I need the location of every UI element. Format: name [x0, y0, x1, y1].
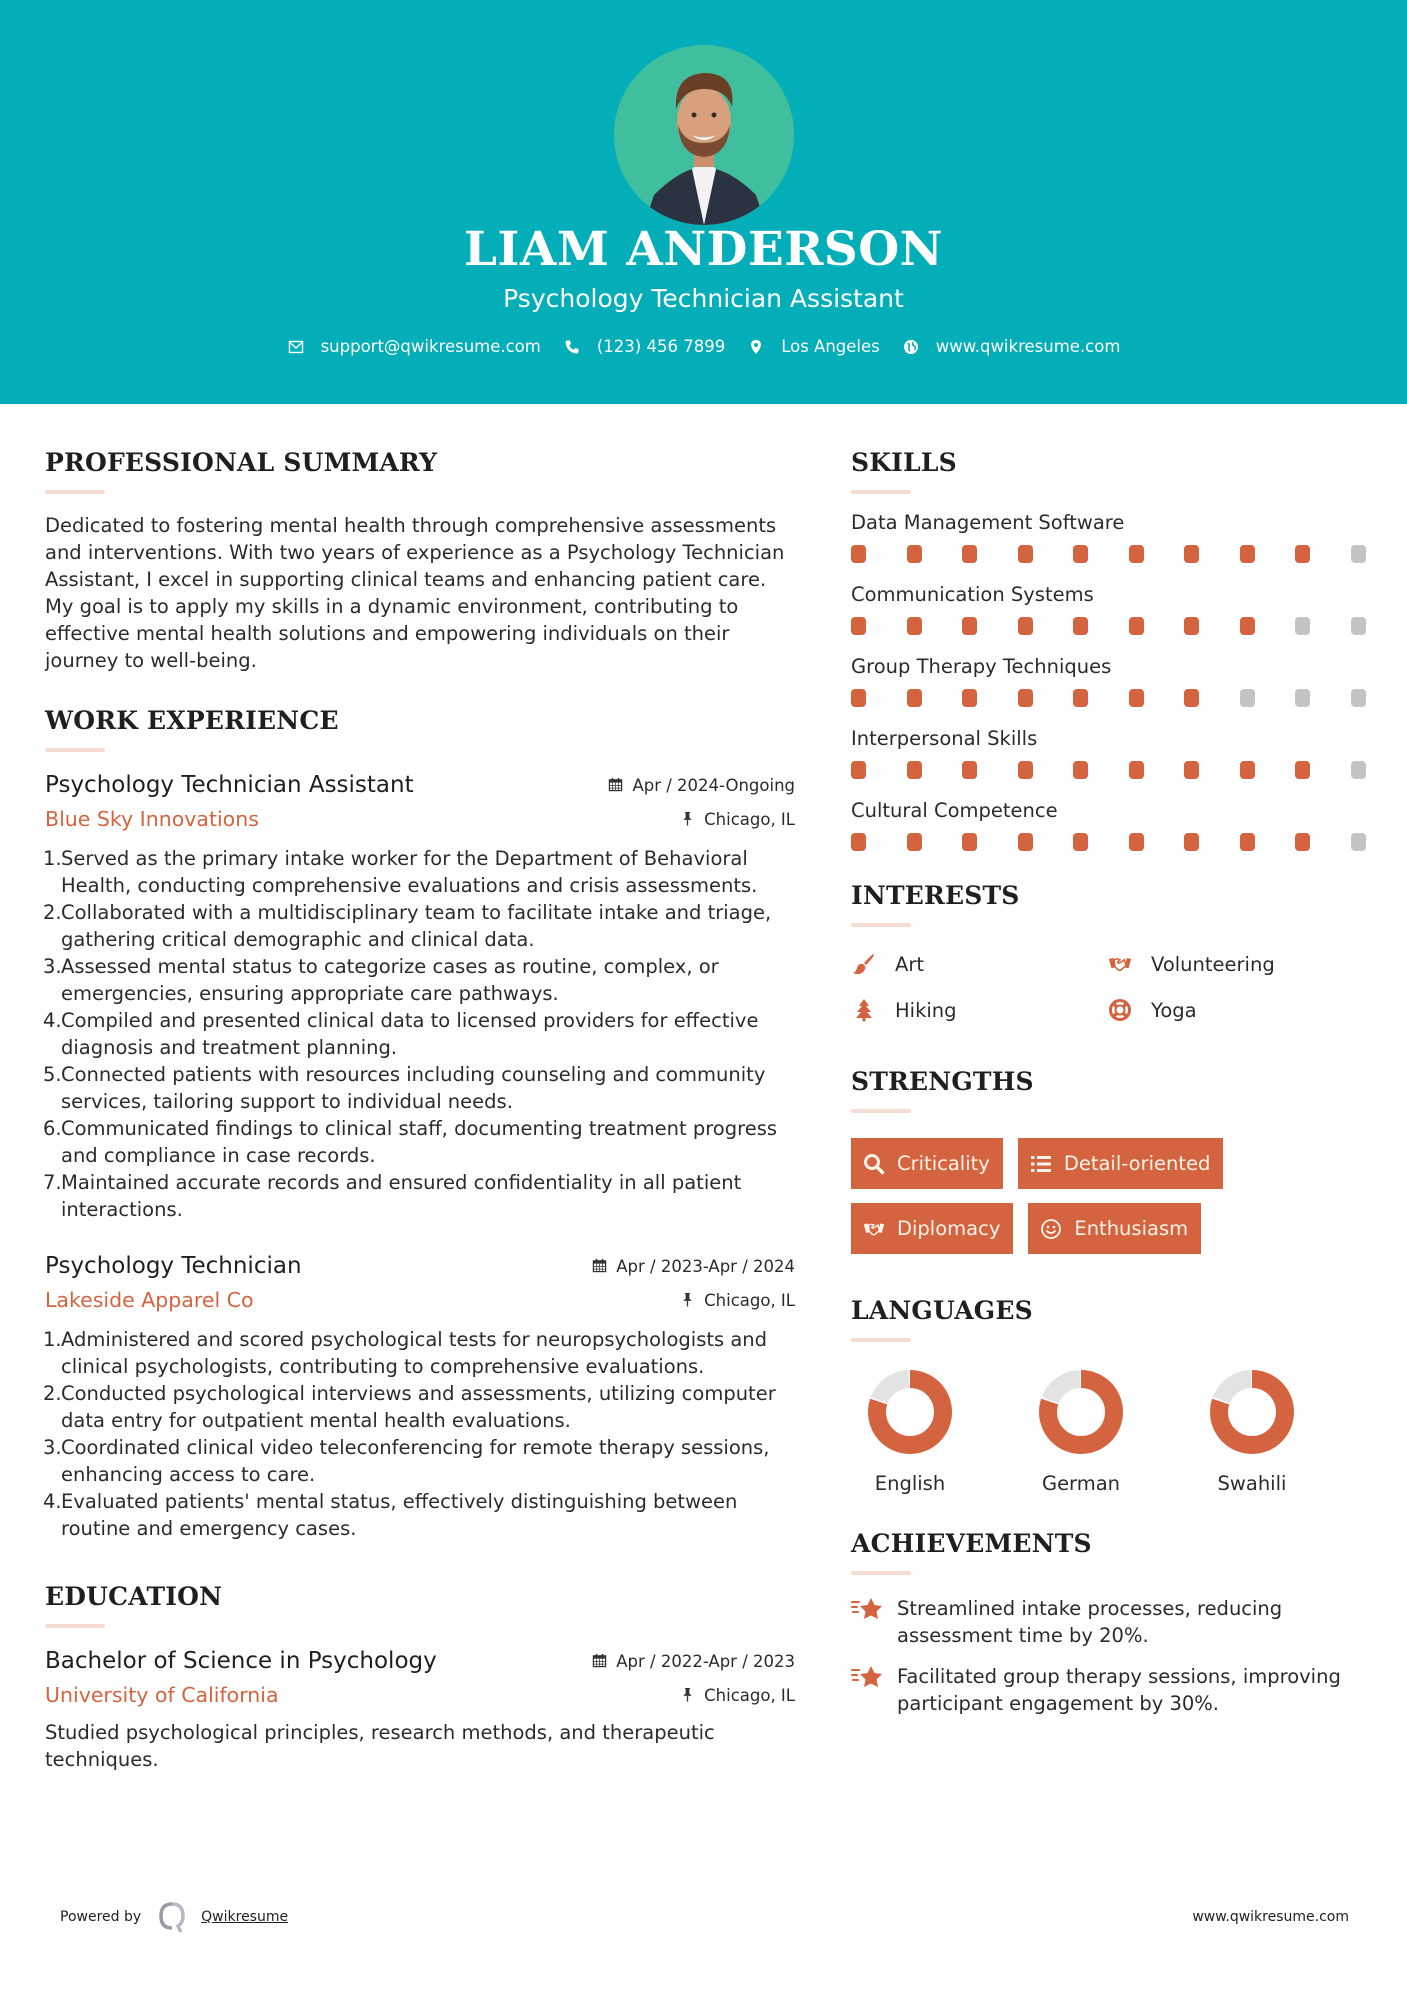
- job-location-text: Chicago, IL: [704, 809, 795, 829]
- rating-dot-filled: [851, 617, 866, 635]
- interest-item: [851, 993, 1107, 1027]
- skill-rating: [851, 689, 1371, 707]
- rating-dot-empty: [1351, 833, 1366, 851]
- shooting-star-icon: [851, 1595, 885, 1625]
- job-dates: [592, 1257, 795, 1276]
- rating-dot-filled: [1240, 761, 1255, 779]
- section-heading: EDUCATION: [45, 1582, 223, 1611]
- education-dates-text: Apr / 2022-Apr / 2023: [616, 1651, 795, 1671]
- language-item: [1193, 1370, 1364, 1495]
- calendar-icon: [592, 1258, 608, 1274]
- calendar-icon: [608, 777, 624, 793]
- rating-dot-filled: [1184, 833, 1199, 851]
- summary-section: [45, 448, 795, 674]
- interest-item: [1107, 993, 1357, 1027]
- achievements-list: [851, 1595, 1371, 1717]
- contact-location: [747, 337, 880, 356]
- life-ring-icon: [1107, 997, 1133, 1023]
- interest-item: [851, 947, 1107, 981]
- school-name: University of California: [45, 1683, 279, 1707]
- pushpin-icon: [680, 1687, 696, 1703]
- skill-rating: [851, 833, 1371, 851]
- experience-section: [45, 706, 795, 1542]
- rating-dot-filled: [962, 617, 977, 635]
- skill-rating: [851, 545, 1371, 563]
- strength-badge: [1028, 1203, 1201, 1254]
- pushpin-icon: [680, 811, 696, 827]
- contact-email[interactable]: [287, 337, 541, 356]
- contact-email-text: support@qwikresume.com: [320, 337, 541, 356]
- heading-underline: [851, 923, 911, 927]
- section-heading: PROFESSIONAL SUMMARY: [45, 448, 438, 477]
- bullet-item: 4. Evaluated patients' mental status, effectively distinguishing between routine and emergency cases.: [43, 1490, 738, 1540]
- education-location-text: Chicago, IL: [704, 1685, 795, 1705]
- rating-dot-filled: [851, 761, 866, 779]
- paintbrush-icon: [851, 951, 877, 977]
- achievement-item: [851, 1595, 1371, 1649]
- rating-dot-filled: [907, 545, 922, 563]
- job-dates-text: Apr / 2024-Ongoing: [632, 775, 795, 795]
- rating-dot-filled: [1295, 761, 1310, 779]
- rating-dot-filled: [1129, 833, 1144, 851]
- job-location-text: Chicago, IL: [704, 1290, 795, 1310]
- rating-dot-filled: [851, 689, 866, 707]
- contact-phone[interactable]: [563, 337, 725, 356]
- skills-section: [851, 448, 1371, 851]
- bullet-item: 2. Conducted psychological interviews and assessments, utilizing computer data entry for outpatient mental health evaluations.: [43, 1382, 776, 1432]
- languages-list: [851, 1370, 1371, 1495]
- strength-label: Criticality: [897, 1152, 990, 1175]
- contact-bar: [0, 337, 1407, 356]
- skill-name: Group Therapy Techniques: [851, 655, 1112, 678]
- achievement-text: Facilitated group therapy sessions, improving participant engagement by 30%.: [897, 1665, 1341, 1715]
- language-item: [1022, 1370, 1193, 1495]
- rating-dot-filled: [907, 833, 922, 851]
- skill-name: Data Management Software: [851, 511, 1125, 534]
- qwikresume-link[interactable]: Qwikresume: [201, 1909, 289, 1925]
- rating-dot-filled: [907, 689, 922, 707]
- achievements-section: [851, 1529, 1371, 1717]
- rating-dot-filled: [1184, 617, 1199, 635]
- rating-dot-empty: [1295, 689, 1310, 707]
- rating-dot-filled: [962, 689, 977, 707]
- bullet-item: 1. Administered and scored psychological tests for neuropsychologists and clinical psychologists, contributing to comprehensive evaluations.: [43, 1328, 768, 1378]
- rating-dot-filled: [1018, 761, 1033, 779]
- rating-dot-filled: [851, 545, 866, 563]
- job-bullets: [45, 1326, 795, 1542]
- avatar: [614, 45, 794, 225]
- summary-text: Dedicated to fostering mental health through comprehensive assessments and interventions. With two years of experience as a Psychology Technician Assistant, I excel in supporting clinical teams and enhancing patient care. My goal is to apply my skills in a dynamic environment, contributing to effective mental health solutions and empowering individuals on their journey to well-being.: [45, 514, 785, 672]
- language-donut-chart: [1039, 1370, 1123, 1454]
- bullet-item: 5. Connected patients with resources including counseling and community services, tailoring support to individual needs.: [43, 1063, 766, 1113]
- education-section: [45, 1582, 795, 1773]
- skill-item: [851, 583, 1371, 635]
- rating-dot-filled: [1129, 761, 1144, 779]
- powered-by: [60, 1897, 288, 1937]
- rating-dot-filled: [1240, 545, 1255, 563]
- pushpin-icon: [680, 1292, 696, 1308]
- calendar-icon: [592, 1653, 608, 1669]
- rating-dot-filled: [851, 833, 866, 851]
- interests-section: [851, 881, 1371, 1027]
- handshake-icon: [863, 1218, 885, 1240]
- strength-badge: [1018, 1138, 1224, 1189]
- footer-url[interactable]: www.qwikresume.com: [1192, 1909, 1349, 1925]
- degree-title: Bachelor of Science in Psychology: [45, 1648, 437, 1674]
- interest-label: Volunteering: [1151, 952, 1275, 976]
- rating-dot-filled: [1129, 545, 1144, 563]
- list-icon: [1030, 1153, 1052, 1175]
- rating-dot-filled: [1018, 689, 1033, 707]
- bullet-item: 3. Assessed mental status to categorize cases as routine, complex, or emergencies, ensuring appropriate care pathways.: [43, 955, 719, 1005]
- section-heading: ACHIEVEMENTS: [851, 1529, 1092, 1558]
- job-dates-text: Apr / 2023-Apr / 2024: [616, 1256, 795, 1276]
- rating-dot-empty: [1351, 617, 1366, 635]
- bullet-item: 6. Communicated findings to clinical staff, documenting treatment progress and compliance in case records.: [43, 1117, 778, 1167]
- bullet-item: 7. Maintained accurate records and ensured confidentiality in all patient interactions.: [43, 1171, 742, 1221]
- skill-item: [851, 655, 1371, 707]
- rating-dot-empty: [1351, 761, 1366, 779]
- qwikresume-logo-icon: [157, 1901, 187, 1933]
- rating-dot-filled: [1018, 617, 1033, 635]
- interest-label: Yoga: [1151, 998, 1197, 1022]
- skill-item: [851, 727, 1371, 779]
- languages-section: [851, 1296, 1371, 1495]
- rating-dot-filled: [1184, 545, 1199, 563]
- education-dates: [592, 1652, 795, 1671]
- job-entry: [45, 772, 795, 1223]
- job-title: Psychology Technician: [45, 1253, 302, 1279]
- strength-badge: [851, 1138, 1003, 1189]
- job-bullets: [45, 845, 795, 1223]
- skill-rating: [851, 761, 1371, 779]
- envelope-icon: [287, 338, 305, 356]
- skill-name: Interpersonal Skills: [851, 727, 1038, 750]
- rating-dot-filled: [907, 617, 922, 635]
- language-donut-chart: [868, 1370, 952, 1454]
- rating-dot-filled: [1073, 545, 1088, 563]
- rating-dot-filled: [907, 761, 922, 779]
- section-heading: WORK EXPERIENCE: [45, 706, 339, 735]
- tree-icon: [851, 997, 877, 1023]
- heading-underline: [45, 748, 105, 752]
- interest-label: Art: [895, 952, 925, 976]
- avatar-photo: [614, 45, 794, 225]
- strength-label: Enthusiasm: [1074, 1217, 1189, 1240]
- bullet-item: 2. Collaborated with a multidisciplinary team to facilitate intake and triage, gathering critical demographic and clinical data.: [43, 901, 772, 951]
- section-heading: STRENGTHS: [851, 1067, 1034, 1096]
- rating-dot-filled: [1073, 689, 1088, 707]
- company-name: Blue Sky Innovations: [45, 807, 259, 831]
- job-title: Psychology Technician Assistant: [45, 772, 414, 798]
- education-location: [680, 1686, 795, 1705]
- achievement-item: [851, 1663, 1371, 1717]
- contact-phone-text: (123) 456 7899: [596, 337, 726, 356]
- rating-dot-filled: [1295, 545, 1310, 563]
- rating-dot-filled: [1073, 833, 1088, 851]
- rating-dot-filled: [1240, 617, 1255, 635]
- resume-header: [0, 0, 1407, 404]
- language-name: Swahili: [1217, 1472, 1287, 1495]
- language-donut-chart: [1210, 1370, 1294, 1454]
- rating-dot-empty: [1351, 545, 1366, 563]
- heading-underline: [45, 490, 105, 494]
- globe-icon: [902, 338, 920, 356]
- heading-underline: [851, 490, 911, 494]
- rating-dot-filled: [1184, 761, 1199, 779]
- language-item: [851, 1370, 1022, 1495]
- rating-dot-empty: [1351, 689, 1366, 707]
- interest-item: [1107, 947, 1357, 981]
- heading-underline: [45, 1624, 105, 1628]
- company-name: Lakeside Apparel Co: [45, 1288, 254, 1312]
- rating-dot-filled: [1018, 833, 1033, 851]
- skill-item: [851, 799, 1371, 851]
- heading-underline: [851, 1571, 911, 1575]
- shooting-star-icon: [851, 1663, 885, 1693]
- bullet-item: 3. Coordinated clinical video teleconferencing for remote therapy sessions, enhancing access to care.: [43, 1436, 770, 1486]
- education-description: Studied psychological principles, research methods, and therapeutic techniques.: [45, 1721, 715, 1771]
- rating-dot-filled: [1295, 833, 1310, 851]
- smile-icon: [1040, 1218, 1062, 1240]
- search-icon: [863, 1153, 885, 1175]
- skill-name: Communication Systems: [851, 583, 1094, 606]
- heading-underline: [851, 1338, 911, 1342]
- heading-underline: [851, 1109, 911, 1113]
- footer: [0, 1897, 1407, 1937]
- section-heading: SKILLS: [851, 448, 957, 477]
- job-dates: [608, 776, 795, 795]
- achievement-text: Streamlined intake processes, reducing assessment time by 20%.: [897, 1597, 1283, 1647]
- rating-dot-empty: [1240, 689, 1255, 707]
- section-heading: LANGUAGES: [851, 1296, 1033, 1325]
- rating-dot-filled: [1073, 761, 1088, 779]
- right-column: [851, 404, 1371, 1731]
- phone-icon: [563, 338, 581, 356]
- rating-dot-filled: [1129, 617, 1144, 635]
- bullet-item: 1. Served as the primary intake worker for the Department of Behavioral Health, conducting comprehensive evaluations and crisis assessments.: [43, 847, 758, 897]
- strength-badge: [851, 1203, 1013, 1254]
- rating-dot-filled: [962, 833, 977, 851]
- contact-location-text: Los Angeles: [781, 337, 880, 356]
- bullet-item: 4. Compiled and presented clinical data to licensed providers for effective diagnosis and treatment planning.: [43, 1009, 759, 1059]
- skill-rating: [851, 617, 1371, 635]
- contact-website[interactable]: [902, 337, 1121, 356]
- rating-dot-filled: [962, 545, 977, 563]
- job-entry: [45, 1253, 795, 1542]
- strength-label: Diplomacy: [897, 1217, 1001, 1240]
- candidate-name: LIAM ANDERSON: [463, 222, 944, 277]
- strengths-list: [851, 1138, 1371, 1268]
- rating-dot-filled: [962, 761, 977, 779]
- contact-website-text: www.qwikresume.com: [935, 337, 1121, 356]
- section-heading: INTERESTS: [851, 881, 1020, 910]
- strength-label: Detail-oriented: [1063, 1152, 1211, 1175]
- rating-dot-empty: [1295, 617, 1310, 635]
- map-marker-icon: [747, 338, 765, 356]
- strengths-section: [851, 1067, 1371, 1268]
- candidate-title: Psychology Technician Assistant: [503, 284, 904, 313]
- interests-grid: [851, 947, 1371, 1027]
- language-name: German: [1041, 1472, 1121, 1495]
- handshake-icon: [1107, 951, 1133, 977]
- rating-dot-filled: [1240, 833, 1255, 851]
- rating-dot-filled: [1129, 689, 1144, 707]
- skill-name: Cultural Competence: [851, 799, 1058, 822]
- rating-dot-filled: [1073, 617, 1088, 635]
- job-location: [680, 1291, 795, 1310]
- language-name: English: [874, 1472, 946, 1495]
- job-location: [680, 810, 795, 829]
- left-column: [45, 404, 795, 1773]
- education-entry: [45, 1648, 795, 1773]
- skill-item: [851, 511, 1371, 563]
- rating-dot-filled: [1018, 545, 1033, 563]
- powered-by-label: Powered by: [60, 1909, 142, 1925]
- interest-label: Hiking: [895, 998, 957, 1022]
- rating-dot-filled: [1184, 689, 1199, 707]
